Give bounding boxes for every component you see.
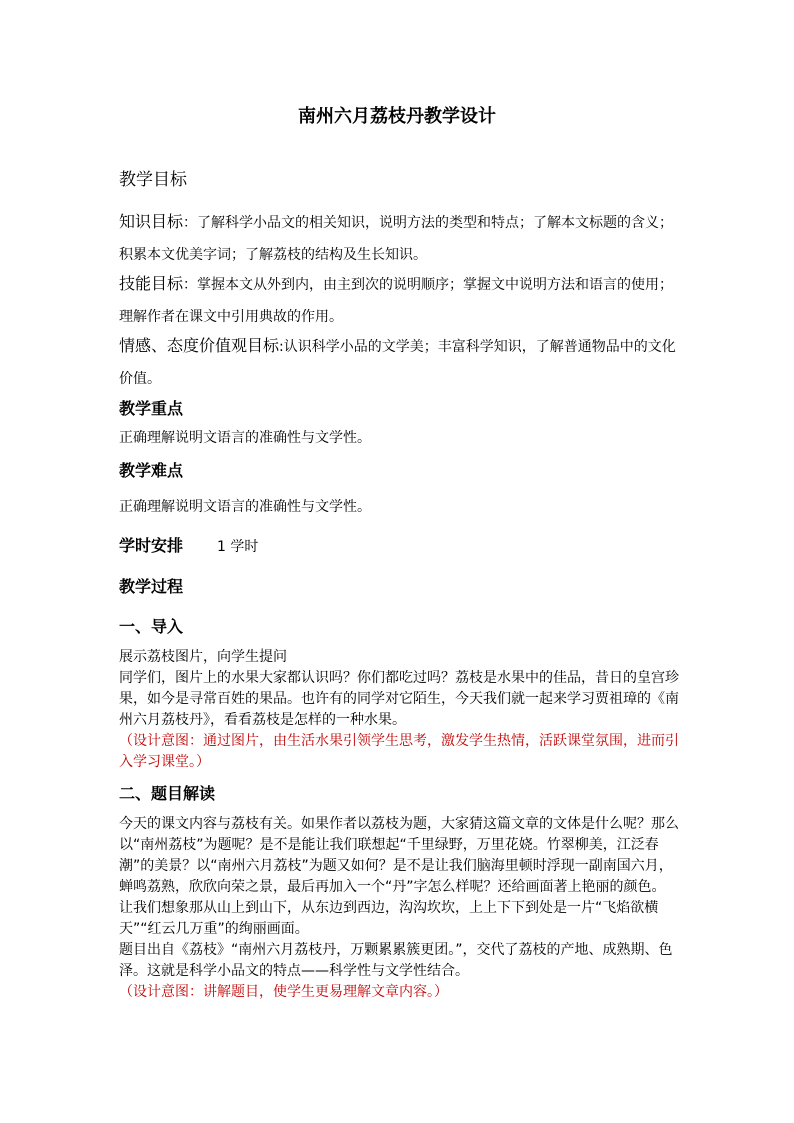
document-title: 南州六月荔枝丹教学设计 bbox=[298, 106, 496, 127]
difficulty-text: 正确理解说明文语言的准确性与文学性。 bbox=[119, 499, 371, 515]
section2-paragraph-1: 今天的课文内容与荔枝有关。如果作者以荔枝为题，大家猜这篇文章的文体是什么呢？那么以“南州荔枝”为题呢？是不是能让我们联想起“千里绿野，万里花娆。竹翠柳美，江泛春潮”的美景？以“南州六月荔枝”为题又如何？是不是让我们脑海里顿时浮现一副南国六月，蝉鸣荔熟，欣欣向荣之景，最后再加入一个“丹”字怎么样呢？还给画面著上艳丽的颜色。让我们想象那从山上到山下，从东边到西边，沟沟坎坎，上上下下到处是一片“飞焰欲横天”“红云几万重”的绚丽画面。 bbox=[119, 816, 679, 937]
section2-heading: 二、题目解读 bbox=[119, 784, 216, 803]
knowledge-objective-text: ：了解科学小品文的相关知识，说明方法的类型和特点；了解本文标题的含义；积累本文优美字词；了解荔枝的结构及生长知识。 bbox=[119, 215, 674, 263]
schedule-heading: 学时安排 bbox=[119, 536, 184, 555]
section2-paragraph-2: 题目出自《荔枝》“南州六月荔枝丹，万颗累累簇更团。”，交代了荔枝的产地、成熟期、色泽。这就是科学小品文的特点——科学性与文学性结合。 bbox=[119, 942, 673, 979]
objectives-heading: 教学目标 bbox=[119, 170, 187, 190]
section1-line1: 展示荔枝图片，向学生提问 bbox=[119, 649, 287, 665]
section2-body bbox=[119, 814, 679, 1003]
key-point-heading: 教学重点 bbox=[119, 399, 184, 418]
section1-paragraph: 同学们，图片上的水果大家都认识吗？你们都吃过吗？荔枝是水果中的佳品，昔日的皇宫珍果，如今是寻常百姓的果品。也许有的同学对它陌生，今天我们就一起来学习贾祖璋的《南州六月荔枝丹》，看看荔枝是怎样的一种水果。 bbox=[119, 670, 679, 728]
attitude-objective-label: 情感、态度价值观目标 bbox=[119, 336, 280, 355]
knowledge-objective bbox=[119, 206, 679, 271]
section1-body bbox=[119, 647, 679, 773]
attitude-objective bbox=[119, 330, 679, 395]
difficulty-heading: 教学难点 bbox=[119, 461, 184, 480]
section2-design-intent: （设计意图：讲解题目，使学生更易理解文章内容。） bbox=[119, 984, 448, 1000]
attitude-objective-text: :认识科学小品的文学美；丰富科学知识，了解普通物品中的文化价值。 bbox=[119, 339, 676, 387]
schedule-row bbox=[119, 534, 258, 559]
section1-design-intent: （设计意图：通过图片，由生活水果引领学生思考，激发学生热情，活跃课堂氛围，进而引入学习课堂。） bbox=[119, 733, 679, 770]
skill-objective-text: ：掌握本文从外到内，由主到次的说明顺序；掌握文中说明方法和语言的使用；理解作者在课文中引用典故的作用。 bbox=[119, 277, 674, 325]
key-point-text: 正确理解说明文语言的准确性与文学性。 bbox=[119, 430, 371, 446]
process-heading: 教学过程 bbox=[119, 577, 184, 596]
section1-heading: 一、导入 bbox=[119, 617, 184, 636]
knowledge-objective-label: 知识目标 bbox=[119, 212, 184, 231]
skill-objective bbox=[119, 268, 679, 333]
skill-objective-label: 技能目标 bbox=[119, 274, 184, 293]
schedule-value: 1 学时 bbox=[217, 539, 259, 555]
